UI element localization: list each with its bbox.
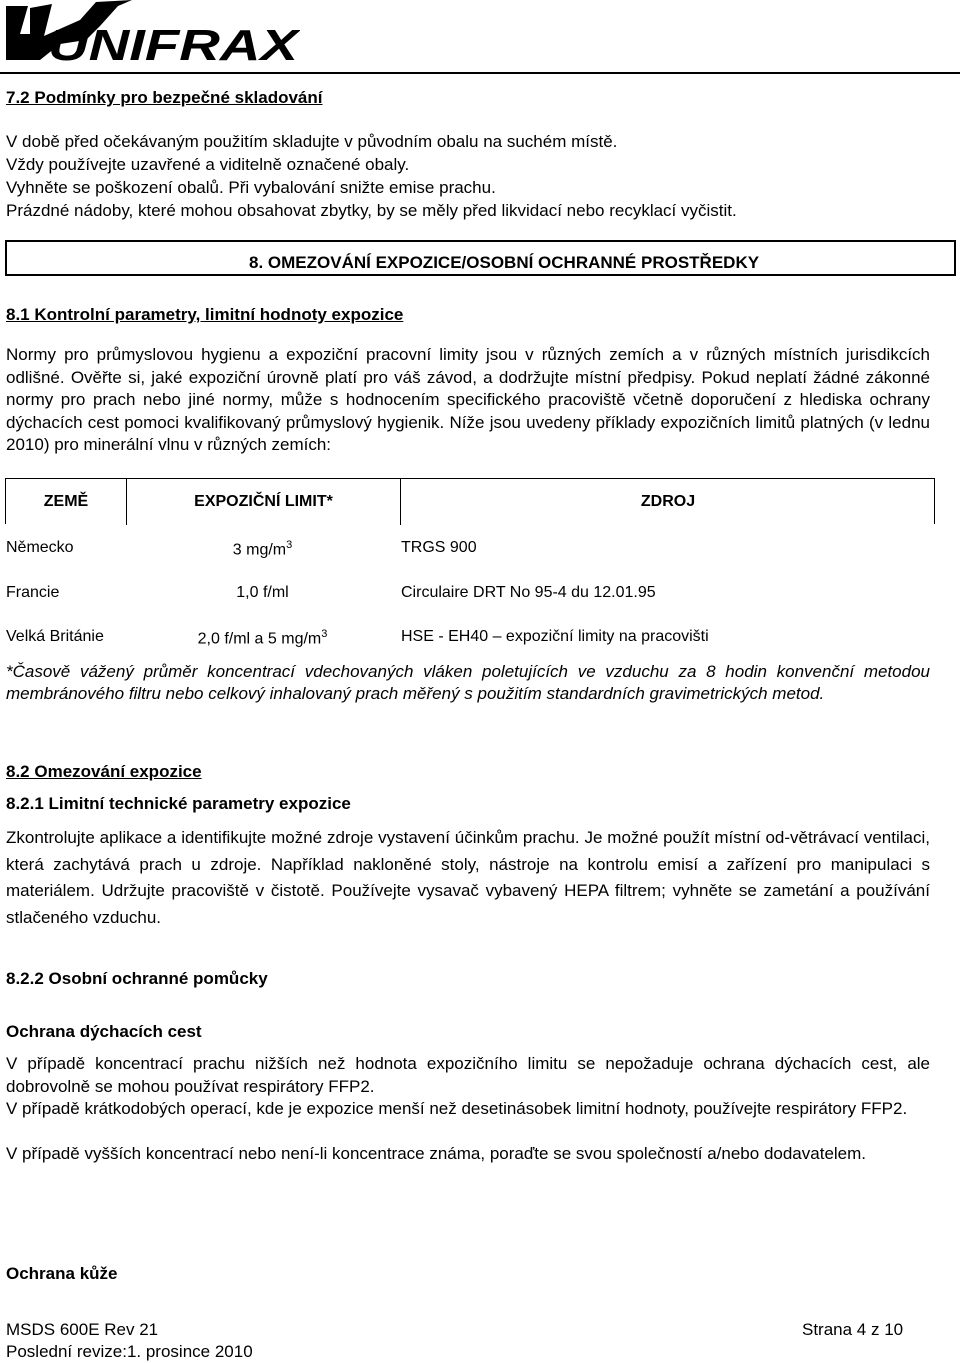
- section-8-2-1-title: 8.2.1 Limitní technické parametry expozice: [6, 794, 351, 813]
- footer-revision: Poslední revize:1. prosince 2010: [6, 1342, 253, 1361]
- header-rule: [0, 72, 960, 74]
- footer-page-number: Strana 4 z 10: [802, 1320, 904, 1339]
- section-8-2-2-title: 8.2.2 Osobní ochranné pomůcky: [6, 969, 268, 988]
- table-row-3-country: Velká Británie: [6, 628, 104, 645]
- col-header-country: ZEMĚ: [43, 493, 89, 510]
- table-row-3-limit: 2,0 f/ml a 5 $mg/m^3$: [197, 628, 328, 648]
- table-row-2-country: Francie: [6, 584, 60, 601]
- storage-line-2: Vždy používejte uzavřené a viditelně označené obaly.: [6, 155, 410, 174]
- section-8-1-title: 8.1 Kontrolní parametry, limitní hodnoty expozice: [6, 305, 404, 324]
- section-7-2-text: [6, 130, 946, 222]
- respiratory-text-1: V případě koncentrací prachu nižších než hodnota expozičního limitu se nepožaduje ochrana dýchacích cest, ale dobrovolně se mohou používat respirátory FFP2.: [6, 1054, 930, 1096]
- storage-line-4: Prázdné nádoby, které mohou obsahovat zbytky, by se měly před likvidací nebo recyklací vyčistit.: [6, 201, 737, 220]
- table-row-3-source: HSE - EH40 – expoziční limity na pracovišti: [401, 628, 709, 645]
- col-header-limit: EXPOZIČNÍ LIMIT*: [194, 493, 333, 510]
- table-row-2-source: Circulaire DRT No 95-4 du 12.01.95: [401, 584, 656, 601]
- section-8-1-text: Normy pro průmyslovou hygienu a expoziční pracovní limity jsou v různých zemích a v různých místních jurisdikcích odlišné. Ověřte si, jaké expoziční úrovně platí pro váš závod, a dodržujte místní předpisy. Pokud neplatí žádné zákonné normy pro prach nebo jiné normy, může s hodnocením specifického pracoviště včetně doporučení z hlediska ochrany dýchacích cest pomoci kvalifikovaný průmyslový hygienik. Níže jsou uvedeny příklady expozičních limitů platných (v lednu 2010) pro minerální vlnu v různých zemích:: [6, 345, 930, 454]
- storage-line-1: V době před očekávaným použitím skladujte v původním obalu na suchém místě.: [6, 132, 618, 151]
- section-8-2-1-text: Zkontrolujte aplikace a identifikujte možné zdroje vystavení účinkům prachu. Je možné použít místní od-větrávací ventilaci, která zachytává prach u zdroje. Například nakloněné stoly, nástroje na kontrolu emisí a zařízení pro manipulaci s materiálem. Udržujte pracoviště v čistotě. Používejte vysavač vybavený HEPA filtrem; vyhněte se zametání a používání stlačeného vzduchu.: [6, 828, 930, 927]
- unifrax-logo-graphic: [0, 0, 300, 68]
- respiratory-protection-title: Ochrana dýchacích cest: [6, 1022, 202, 1041]
- respiratory-text-3: V případě vyšších koncentrací nebo není-li koncentrace známa, poraďte se svou společností a/nebo dodavatelem.: [6, 1144, 867, 1163]
- section-8-2-title: 8.2 Omezování expozice: [6, 762, 202, 781]
- table-row-1-country: Německo: [6, 539, 74, 556]
- respiratory-text-2: V případě krátkodobých operací, kde je expozice menší než desetinásobek limitní hodnoty, používejte respirátory FFP2.: [6, 1099, 908, 1118]
- section-7-2-title: 7.2 Podmínky pro bezpečné skladování: [6, 88, 323, 107]
- company-logo: [0, 0, 300, 68]
- logo-wordmark: UNIFRAX: [48, 21, 300, 68]
- table-row-2-limit: 1,0 f/ml: [236, 584, 289, 601]
- col-header-source: ZDROJ: [640, 493, 696, 510]
- skin-protection-title: Ochrana kůže: [6, 1264, 118, 1283]
- table-row-1-limit: 3 $mg/m^3$: [232, 539, 293, 559]
- footer-doc-id: MSDS 600E Rev 21: [6, 1320, 159, 1339]
- section-8-title: 8. OMEZOVÁNÍ EXPOZICE/OSOBNÍ OCHRANNÉ PROSTŘEDKY: [249, 253, 760, 272]
- exposure-table-header: [5, 478, 935, 524]
- table-footnote: *Časově vážený průměr koncentrací vdechovaných vláken poletujících ve vzduchu za 8 hodin konvenční metodou membránového filtru nebo celkový inhalovaný prach měřený s použitím standardních gravimetrických metod.: [6, 662, 930, 703]
- storage-line-3: Vyhněte se poškození obalů. Při vybalování snižte emise prachu.: [6, 178, 496, 197]
- table-row-1-source: TRGS 900: [401, 539, 477, 556]
